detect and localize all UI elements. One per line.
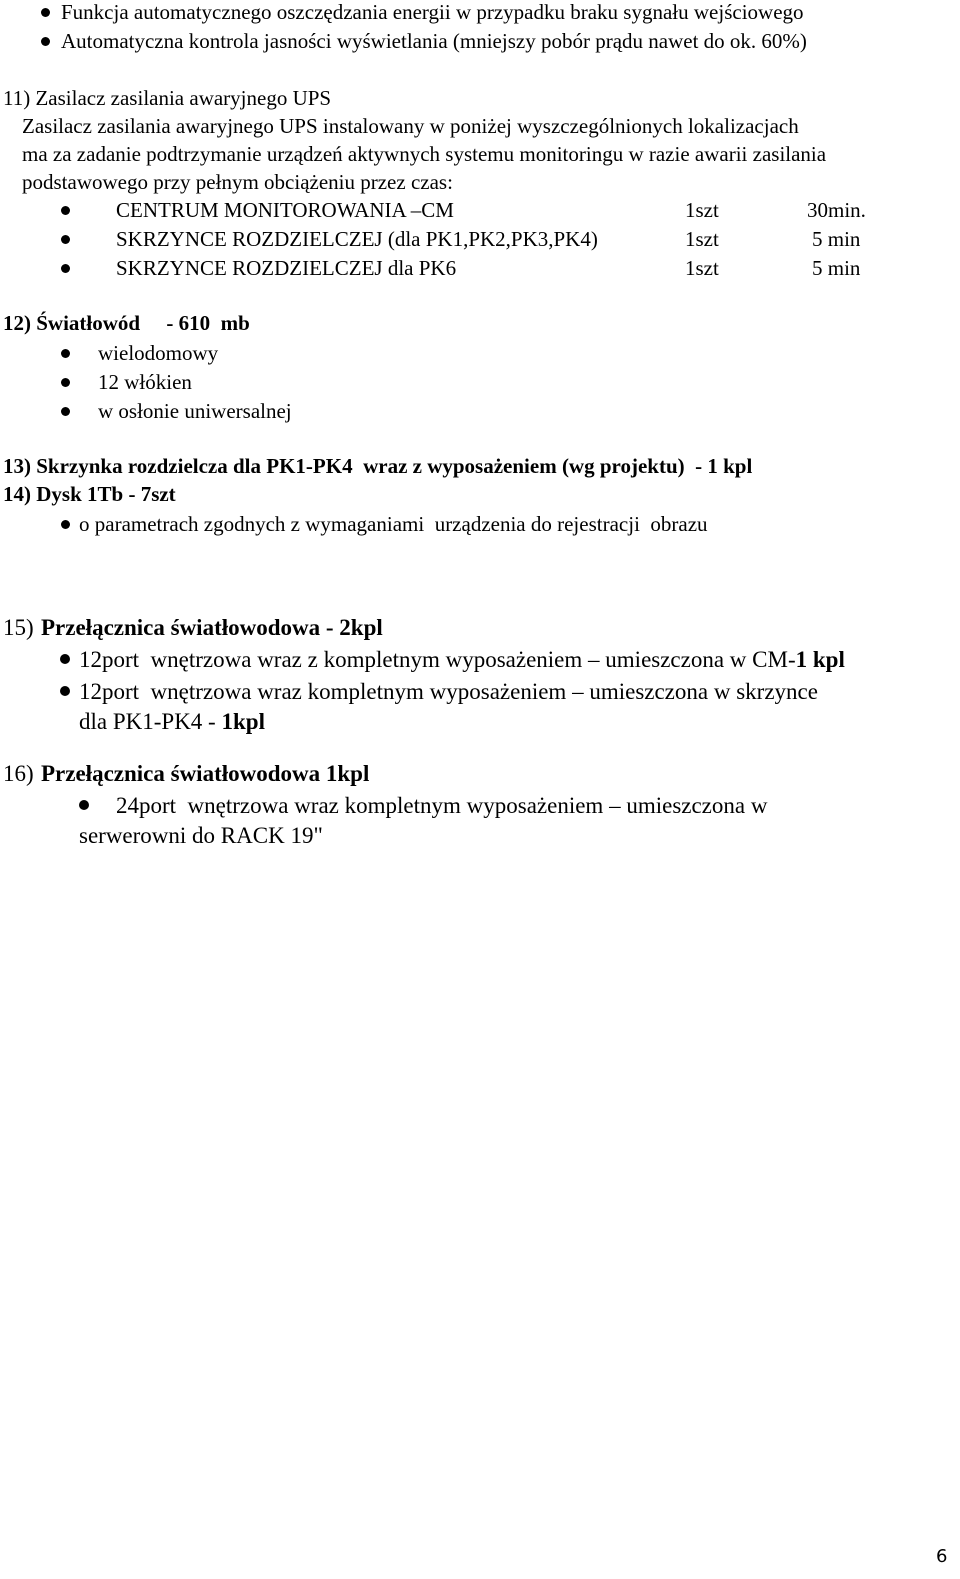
page-number: 6 [936, 1546, 948, 1567]
patch-panel-bullet-1-qty: 1 kpl [795, 647, 845, 672]
patch-panel-bullet-2-text: dla PK1-PK4 - [79, 709, 222, 734]
ups-location-name-1: CENTRUM MONITOROWANIA –CM [116, 198, 454, 222]
ups-location-name-3: SKRZYNCE ROZDZIELCZEJ dla PK6 [116, 256, 457, 280]
section-15-title: Przełącznica światłowodowa - 2kpl [41, 615, 383, 640]
bullet-icon [61, 235, 70, 244]
patch-panel-bullet-2-qty: 1kpl [221, 709, 265, 734]
section-11-para-line-1: Zasilacz zasilania awaryjnego UPS instalowany w poniżej wyszczególnionych lokalizacjach [22, 114, 799, 138]
section-16-number: 16) [3, 761, 34, 786]
section-13-heading: 13) Skrzynka rozdzielcza dla PK1-PK4 wraz z wyposażeniem (wg projektu) - 1 kpl [3, 454, 753, 478]
patch-panel-bullet-2-line-2 [79, 710, 265, 733]
bullet-icon [60, 686, 70, 696]
section-14-heading: 14) Dysk 1Tb - 7szt [3, 482, 176, 506]
ups-location-qty-1: 1szt [685, 198, 719, 222]
intro-bullet-2: Automatyczna kontrola jasności wyświetlania (mniejszy pobór prądu nawet do ok. 60%) [61, 29, 807, 53]
section-11-heading: 11) Zasilacz zasilania awaryjnego UPS [3, 86, 332, 110]
ups-location-qty-3: 1szt [685, 256, 719, 280]
bullet-icon [61, 378, 70, 387]
ups-location-qty-2: 1szt [685, 227, 719, 251]
section-11-para-line-3: podstawowego przy pełnym obciążeniu przez czas: [22, 170, 453, 194]
ups-location-name-2: SKRZYNCE ROZDZIELCZEJ (dla PK1,PK2,PK3,PK4) [116, 227, 598, 251]
section-15-number: 15) [3, 615, 34, 640]
section-11-para-line-2: ma za zadanie podtrzymanie urządzeń aktywnych systemu monitoringu w razie awarii zasilania [22, 142, 827, 166]
fiber-feature-2: 12 włókien [98, 370, 192, 394]
bullet-icon [41, 8, 50, 17]
section-16-title: Przełącznica światłowodowa 1kpl [41, 761, 370, 786]
bullet-icon [61, 264, 70, 273]
ups-location-time-1: 30min. [807, 198, 866, 222]
intro-bullet-1: Funkcja automatycznego oszczędzania energii w przypadku braku sygnału wejściowego [61, 0, 804, 24]
patch-panel-bullet-2-line-1: 12port wnętrzowa wraz kompletnym wyposażeniem – umieszczona w skrzynce [79, 679, 818, 704]
fiber-feature-1: wielodomowy [98, 341, 219, 365]
patch-panel-16-line-1: 24port wnętrzowa wraz kompletnym wyposażeniem – umieszczona w [116, 793, 768, 818]
bullet-icon [60, 654, 70, 664]
patch-panel-16-line-2: serwerowni do RACK 19" [79, 823, 323, 848]
ups-location-time-2: 5 min [812, 227, 861, 251]
bullet-icon [41, 37, 50, 46]
ups-location-time-3: 5 min [812, 256, 861, 280]
bullet-icon [61, 349, 70, 358]
bullet-icon [61, 520, 70, 529]
bullet-icon [79, 800, 89, 810]
section-12-heading: 12) Światłowód - 610 mb [3, 311, 250, 335]
fiber-feature-3: w osłonie uniwersalnej [98, 399, 292, 423]
bullet-icon [61, 206, 70, 215]
patch-panel-bullet-1-text: 12port wnętrzowa wraz z kompletnym wyposażeniem – umieszczona w CM- [79, 647, 796, 672]
patch-panel-bullet-1 [79, 648, 845, 671]
disk-requirement: o parametrach zgodnych z wymaganiami urządzenia do rejestracji obrazu [79, 512, 708, 536]
bullet-icon [61, 407, 70, 416]
